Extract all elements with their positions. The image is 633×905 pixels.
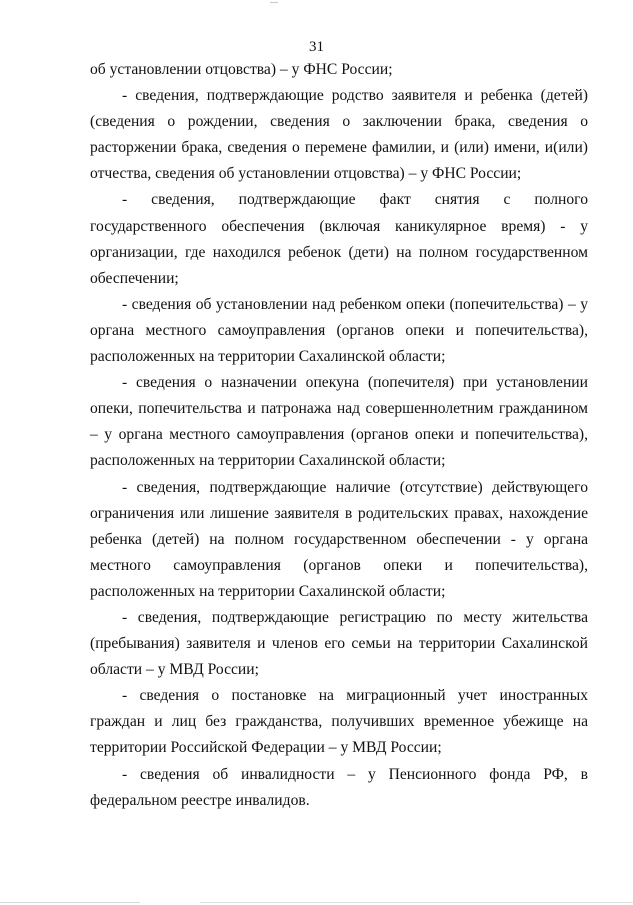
paragraph-continuation: об установлении отцовства) – у ФНС России;: [90, 61, 393, 78]
paragraph-migration: - сведения о постановке на миграционный учет иностранных граждан и лиц без гражданства, получивших временное убежище на территории Российской Федерации – у МВД России;: [90, 687, 588, 757]
document-body: [90, 57, 588, 814]
scan-artifact: [0, 902, 140, 903]
scan-artifact: [270, 2, 278, 3]
paragraph-guardianship-child: - сведения об установлении над ребенком опеки (попечительства) – у органа местного самоуправления (органов опеки и попечительства), расположенных на территории Сахалинской области;: [90, 295, 588, 366]
paragraph-fns-kinship: - сведения, подтверждающие родство заявителя и ребенка (детей) (сведения о рождении, сведения о заключении брака, сведения о расторжении брака, сведения о перемене фамилии, и (или) имени, и(или) отчества, сведения об установлении отцовства) – у ФНС России;: [90, 87, 588, 183]
paragraph-guardian-appointment: - сведения о назначении опекуна (попечителя) при установлении опеки, попечительства и патронажа над совершеннолетним гражданином – у органа местного самоуправления (органов опеки и попечительства), расположенных на территории Сахалинской области;: [90, 374, 588, 470]
paragraph-registration: - сведения, подтверждающие регистрацию по месту жительства (пребывания) заявителя и членов его семьи на территории Сахалинской области – у МВД России;: [90, 608, 588, 679]
paragraph-disability: - сведения об инвалидности – у Пенсионного фонда РФ, в федеральном реестре инвалидов.: [90, 765, 588, 809]
scan-artifact: [200, 902, 633, 903]
page-number: 31: [309, 39, 324, 55]
paragraph-state-support-removal: - сведения, подтверждающие факт снятия с полного государственного обеспечения (включая каникулярное время) - у организации, где находился ребенок (дети) на полном государственном обеспечении;: [90, 191, 588, 287]
paragraph-parental-rights: - сведения, подтверждающие наличие (отсутствие) действующего ограничения или лишение заявителя в родительских правах, нахождение ребенка (детей) на полном государственном обеспечении - у органа местного самоуправления (органов опеки и попечительства), расположенных на территории Сахалинской области;: [90, 478, 588, 600]
